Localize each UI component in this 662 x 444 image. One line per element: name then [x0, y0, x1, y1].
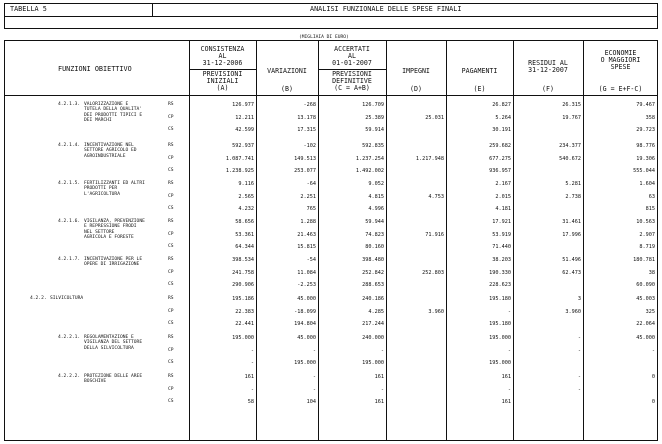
cell-value: 5.281: [565, 181, 581, 187]
cell-value: 53.361: [235, 231, 254, 238]
table-label: TABELLA 5: [10, 5, 47, 13]
cell-value: 38.203: [492, 257, 511, 263]
header-residui: RESIDUI AL 31-12-2007: [528, 59, 568, 75]
cell-value: 252.842: [362, 269, 384, 276]
row-category: RS: [168, 181, 174, 186]
row-label: INCENTIVAZIONE NEL SETTORE AGRICOLO ED AGROINDUSTRIALE: [84, 143, 137, 159]
cell-value: -: [312, 374, 316, 380]
cell-value: 4.285: [368, 308, 384, 315]
cell-value: -: [577, 386, 581, 393]
col-sep-6: [513, 40, 514, 441]
cell-value: -268: [303, 102, 316, 108]
cell-value: 4.181: [495, 206, 511, 212]
row-category: CS: [168, 206, 174, 211]
row-category: CS: [168, 399, 174, 404]
cell-value: 592.937: [232, 143, 254, 149]
cell-value: 358: [645, 114, 655, 121]
cell-value: 195.000: [362, 360, 384, 366]
cell-value: 2.907: [639, 231, 655, 238]
cell-value: 161: [374, 374, 384, 380]
col-sep-7: [583, 40, 584, 441]
cell-value: -2.253: [297, 282, 316, 288]
cell-value: 25.389: [365, 114, 384, 121]
row-label: VIGILANZA, PREVENZIONE E REPRESSIONE FRODI NEL SETTORE AGRICOLA E FORESTE: [84, 219, 145, 241]
cell-value: 3: [577, 296, 581, 302]
cell-value: 31.461: [562, 219, 581, 225]
cell-value: -18.099: [294, 308, 316, 315]
header-previsioni-definitive: PREVISIONI DEFINITIVE (C = A+B): [332, 70, 372, 93]
cell-value: 53.919: [492, 231, 511, 238]
cell-value: -64: [306, 181, 316, 187]
cell-value: 8.719: [639, 244, 655, 250]
title-split: [152, 3, 153, 16]
cell-value: 540.672: [559, 155, 581, 162]
cell-value: 195.000: [232, 335, 254, 341]
cell-value: 51.496: [562, 257, 581, 263]
cell-value: 126.977: [232, 102, 254, 108]
cell-value: 126.709: [362, 102, 384, 108]
cell-value: 1.087.741: [225, 155, 254, 162]
cell-value: 59.914: [365, 127, 384, 133]
cell-value: 161: [501, 399, 511, 405]
header-consistenza: CONSISTENZA AL 31-12-2006: [200, 45, 245, 68]
cell-value: 161: [244, 374, 254, 380]
header-impegni: IMPEGNI: [402, 67, 430, 75]
header-funzioni: FUNZIONI OBIETTIVO: [58, 65, 132, 73]
cell-value: 63: [648, 193, 655, 200]
cell-value: 195.180: [489, 321, 511, 327]
cell-value: -: [651, 347, 655, 354]
cell-value: 22.064: [636, 321, 655, 327]
header-economie-code: (G = E+F-C): [598, 85, 643, 93]
row-category: CP: [168, 231, 174, 237]
cell-value: 240.186: [362, 296, 384, 302]
cell-value: 195.180: [489, 296, 511, 302]
cell-value: 1.238.925: [225, 168, 254, 174]
cell-value: 19.306: [636, 155, 655, 162]
row-category: RS: [168, 296, 174, 301]
cell-value: 240.000: [362, 335, 384, 341]
cell-value: 1.288: [300, 219, 316, 225]
cell-value: 17.315: [297, 127, 316, 133]
header-variazioni: VARIAZIONI: [267, 67, 307, 75]
cell-value: 45.000: [636, 335, 655, 341]
col-sep-4: [386, 40, 387, 441]
row-category: CP: [168, 155, 174, 161]
cell-value: 58: [247, 399, 254, 405]
cell-value: 104: [306, 399, 316, 405]
cell-value: 555.044: [633, 168, 655, 174]
cell-value: 290.906: [232, 282, 254, 288]
cell-value: 4.232: [238, 206, 254, 212]
row-label: PROTEZIONE DELLE AREE BOSCHIVE: [84, 374, 143, 385]
cell-value: 12.211: [235, 114, 254, 121]
row-category: CP: [168, 347, 174, 353]
row-code: 4.2.2.1.: [58, 335, 81, 340]
row-category: CP: [168, 308, 174, 314]
col-sep-5: [446, 40, 447, 441]
cell-value: 71.440: [492, 244, 511, 250]
cell-value: 79.467: [636, 102, 655, 108]
cell-value: 42.599: [235, 127, 254, 133]
row-category: CP: [168, 269, 174, 275]
cell-value: 80.160: [365, 244, 384, 250]
row-category: RS: [168, 257, 174, 262]
row-category: RS: [168, 102, 174, 107]
cell-value: 288.653: [362, 282, 384, 288]
cell-value: 1.492.002: [355, 168, 384, 174]
cell-value: 0: [651, 374, 655, 380]
row-code: 4.2.2.2.: [58, 374, 81, 379]
cell-value: 2.738: [565, 193, 581, 200]
row-category: RS: [168, 219, 174, 224]
cell-value: 3.960: [565, 308, 581, 315]
cell-value: 234.377: [559, 143, 581, 149]
row-category: CS: [168, 282, 174, 287]
cell-value: 190.330: [489, 269, 511, 276]
cell-value: 2.565: [238, 193, 254, 200]
col-sep-3: [318, 40, 319, 441]
cell-value: 2.251: [300, 193, 316, 200]
cell-value: 592.835: [362, 143, 384, 149]
cell-value: 180.781: [633, 257, 655, 263]
header-residui-code: (F): [542, 85, 554, 93]
cell-value: -102: [303, 143, 316, 149]
cell-value: 45.000: [297, 296, 316, 302]
cell-value: 1.604: [639, 181, 655, 187]
cell-value: 22.441: [235, 321, 254, 327]
cell-value: -54: [306, 257, 316, 263]
cell-value: 195.000: [294, 360, 316, 366]
header-pagamenti-code: (E): [473, 85, 486, 93]
row-code: 4.2.1.6.: [58, 219, 81, 224]
cell-value: 217.244: [362, 321, 384, 327]
cell-value: 74.823: [365, 231, 384, 238]
cell-value: 815: [645, 206, 655, 212]
cell-value: 45.000: [297, 335, 316, 341]
cell-value: 3.960: [428, 308, 444, 315]
row-label: SILVICOLTURA: [50, 296, 84, 301]
cell-value: 241.758: [232, 269, 254, 276]
header-impegni-code: (D): [410, 85, 422, 93]
cell-value: -: [507, 386, 511, 393]
cell-value: -: [380, 386, 384, 393]
cell-value: -: [250, 360, 254, 366]
cell-value: 1.237.254: [355, 155, 384, 162]
row-code: 4.2.1.4.: [58, 143, 81, 148]
row-code: 4.2.1.3.: [58, 102, 81, 107]
cell-value: 4.815: [368, 193, 384, 200]
cell-value: 195.000: [489, 335, 511, 341]
cell-value: 4.753: [428, 193, 444, 200]
cell-value: -: [250, 347, 254, 354]
cell-value: 161: [374, 399, 384, 405]
cell-value: 15.815: [297, 244, 316, 250]
cell-value: 26.827: [492, 102, 511, 108]
cell-value: 58.656: [235, 219, 254, 225]
cell-value: -: [577, 374, 581, 380]
cell-value: 9.116: [238, 181, 254, 187]
cell-value: 4.996: [368, 206, 384, 212]
header-previsioni-iniziali: PREVISIONI INIZIALI (A): [202, 70, 243, 93]
cell-value: 45.003: [636, 296, 655, 302]
cell-value: 228.623: [489, 282, 511, 288]
row-code: 4.2.2.: [30, 296, 47, 301]
header-accertati: ACCERTATI AL 01-01-2007: [332, 45, 372, 68]
cell-value: 17.996: [562, 231, 581, 238]
row-category: CS: [168, 168, 174, 173]
row-category: CS: [168, 321, 174, 326]
cell-value: -: [380, 347, 384, 354]
col-sep-2: [256, 40, 257, 441]
row-category: RS: [168, 335, 174, 340]
title-divider: [4, 16, 658, 17]
row-category: CP: [168, 386, 174, 392]
cell-value: 149.513: [294, 155, 316, 162]
cell-value: 22.383: [235, 308, 254, 315]
cell-value: 325: [645, 308, 655, 315]
cell-value: 398.480: [362, 257, 384, 263]
cell-value: -: [507, 308, 511, 315]
row-category: CP: [168, 114, 174, 120]
row-label: REGOLAMENTAZIONE E VIGILANZA DEL SETTORE DELLA SILVICOLTURA: [84, 335, 143, 351]
cell-value: 19.767: [562, 114, 581, 121]
row-label: INCENTIVAZIONE PER LE OPERE DI IRRIGAZIONE: [84, 257, 143, 268]
row-label: VALORIZZAZIONE E TUTELA DELLA QUALITA' DEI PRODOTTI TIPICI E DEI MARCHI: [84, 102, 143, 124]
row-category: CS: [168, 244, 174, 249]
header-economie: ECONOMIE O MAGGIORI SPESE: [600, 49, 641, 72]
cell-value: 71.916: [425, 231, 444, 238]
cell-value: 0: [651, 399, 655, 405]
cell-value: 194.804: [294, 321, 316, 327]
cell-value: 59.944: [365, 219, 384, 225]
cell-value: -: [577, 347, 581, 354]
cell-value: 29.723: [636, 127, 655, 133]
cell-value: 252.803: [422, 269, 444, 276]
row-category: RS: [168, 374, 174, 379]
row-category: CP: [168, 193, 174, 199]
cell-value: 10.563: [636, 219, 655, 225]
cell-value: 62.473: [562, 269, 581, 276]
row-category: CS: [168, 127, 174, 132]
row-category: RS: [168, 143, 174, 148]
row-code: 4.2.1.5.: [58, 181, 81, 186]
cell-value: 765: [306, 206, 316, 212]
cell-value: 195.186: [232, 296, 254, 302]
cell-value: 64.344: [235, 244, 254, 250]
cell-value: -: [577, 335, 581, 341]
cell-value: 17.921: [492, 219, 511, 225]
cell-value: 13.178: [297, 114, 316, 121]
cell-value: 2.167: [495, 181, 511, 187]
cell-value: -: [312, 386, 316, 393]
col-sep-1: [189, 40, 190, 441]
cell-value: 21.463: [297, 231, 316, 238]
cell-value: 259.682: [489, 143, 511, 149]
cell-value: 60.090: [636, 282, 655, 288]
cell-value: 11.084: [297, 269, 316, 276]
header-pagamenti: PAGAMENTI: [461, 67, 498, 75]
cell-value: 9.052: [368, 181, 384, 187]
unit-note: (MIGLIAIA DI EURO): [299, 35, 349, 40]
cell-value: 161: [501, 374, 511, 380]
cell-value: 98.776: [636, 143, 655, 149]
header-bottom-rule: [4, 95, 658, 96]
cell-value: 936.957: [489, 168, 511, 174]
cell-value: 1.217.948: [415, 155, 444, 162]
cell-value: 5.264: [495, 114, 511, 121]
cell-value: -: [250, 386, 254, 393]
cell-value: 25.031: [425, 114, 444, 121]
cell-value: -: [312, 347, 316, 354]
row-category: CS: [168, 360, 174, 365]
cell-value: 38: [648, 269, 655, 276]
cell-value: 2.015: [495, 193, 511, 200]
cell-value: 30.191: [492, 127, 511, 133]
cell-value: 253.077: [294, 168, 316, 174]
cell-value: 677.275: [489, 155, 511, 162]
row-label: FERTILIZZANTI ED ALTRI PRODOTTI PER L'AGRICOLTURA: [84, 181, 145, 197]
header-variazioni-code: (B): [281, 85, 293, 93]
cell-value: -: [507, 347, 511, 354]
cell-value: 195.000: [489, 360, 511, 366]
page-title: ANALISI FUNZIONALE DELLE SPESE FINALI: [310, 5, 462, 13]
cell-value: 26.315: [562, 102, 581, 108]
cell-value: 398.534: [232, 257, 254, 263]
row-code: 4.2.1.7.: [58, 257, 81, 262]
